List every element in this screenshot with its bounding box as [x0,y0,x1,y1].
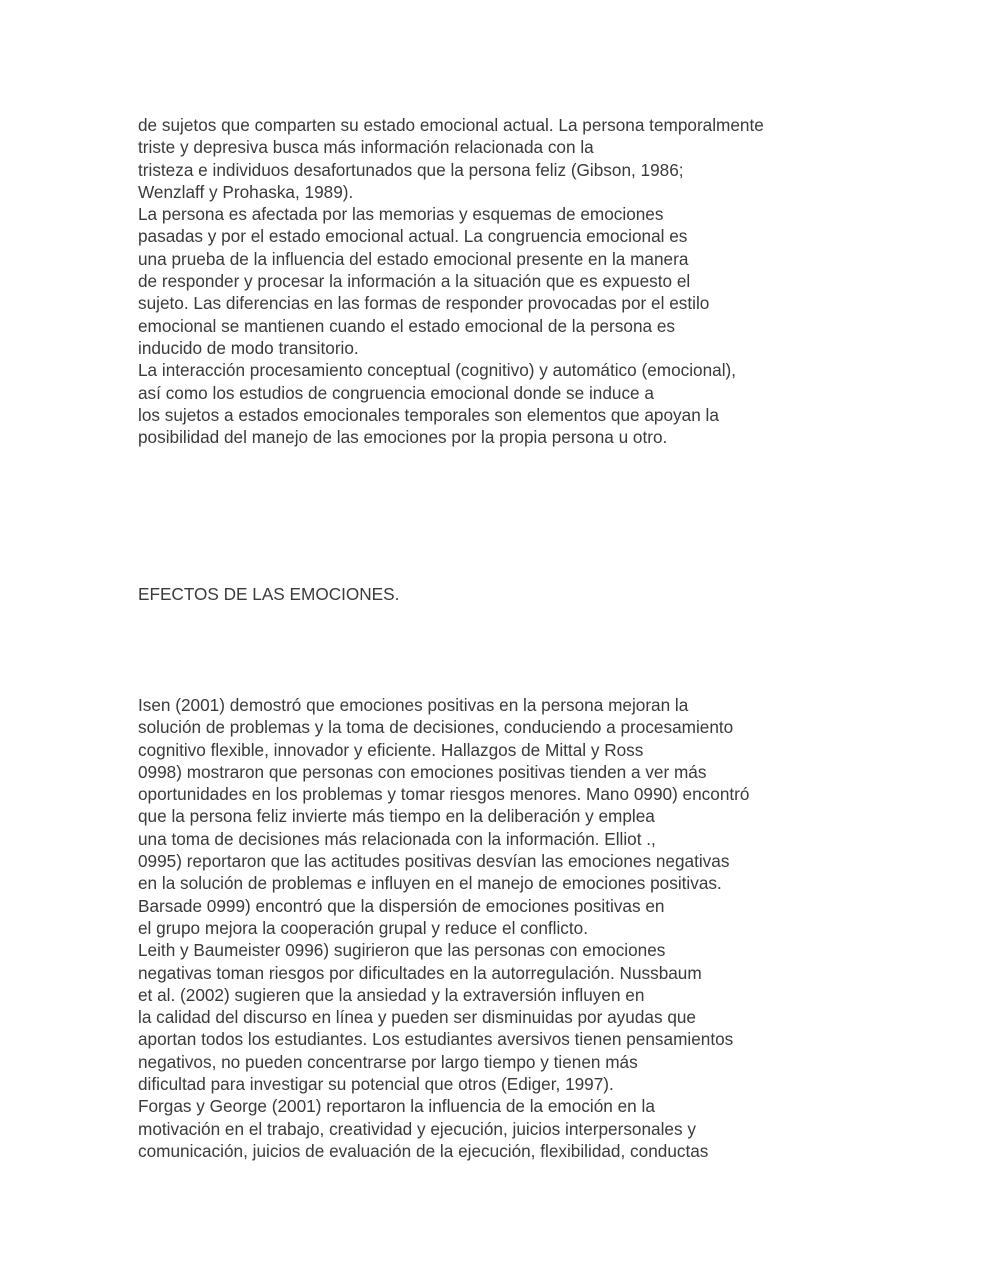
text-line: oportunidades en los problemas y tomar riesgos menores. Mano 0990) encontró [138,784,750,805]
text-line: el grupo mejora la cooperación grupal y reduce el conflicto. [138,917,588,938]
text-line: Barsade 0999) encontró que la dispersión de emociones positivas en [138,895,665,916]
text-line: los sujetos a estados emocionales temporales son elementos que apoyan la [138,404,719,425]
text-line: negativos, no pueden concentrarse por largo tiempo y tienen más [138,1051,638,1072]
paragraph-bottom [138,694,938,1162]
text-line: inducido de modo transitorio. [138,337,359,358]
paragraph-top [138,114,938,448]
text-line: que la persona feliz invierte más tiempo en la deliberación y emplea [138,806,655,827]
text-line: emocional se mantienen cuando el estado emocional de la persona es [138,315,675,336]
text-line: pasadas y por el estado emocional actual. La congruencia emocional es [138,226,688,247]
text-line: Wenzlaff y Prohaska, 1989). [138,181,354,202]
text-line: una toma de decisiones más relacionada con la información. Elliot ., [138,828,656,849]
text-line: 0998) mostraron que personas con emociones positivas tienden a ver más [138,761,707,782]
text-line: Isen (2001) demostró que emociones positivas en la persona mejoran la [138,695,689,715]
section-heading-text: EFECTOS DE LAS EMOCIONES. [138,584,400,604]
text-line: motivación en el trabajo, creatividad y ejecución, juicios interpersonales y [138,1118,696,1139]
text-line: sujeto. Las diferencias en las formas de responder provocadas por el estilo [138,293,710,314]
text-line: así como los estudios de congruencia emocional donde se induce a [138,382,654,403]
text-line: dificultad para investigar su potencial que otros (Ediger, 1997). [138,1074,614,1095]
text-line: solución de problemas y la toma de decisiones, conduciendo a procesamiento [138,717,734,738]
text-line: de responder y procesar la información a la situación que es expuesto el [138,271,691,292]
text-line: la calidad del discurso en línea y pueden ser disminuidas por ayudas que [138,1007,696,1028]
text-line: comunicación, juicios de evaluación de la ejecución, flexibilidad, conductas [138,1140,709,1161]
text-line: Forgas y George (2001) reportaron la influencia de la emoción en la [138,1096,655,1117]
text-line: negativas toman riesgos por dificultades en la autorregulación. Nussbaum [138,962,702,983]
text-line: et al. (2002) sugieren que la ansiedad y la extraversión influyen en [138,984,645,1005]
text-line: triste y depresiva busca más información relacionada con la [138,137,594,158]
text-line: Leith y Baumeister 0996) sugirieron que las personas con emociones [138,940,666,961]
text-line: aportan todos los estudiantes. Los estudiantes aversivos tienen pensamientos [138,1029,734,1050]
text-line: posibilidad del manejo de las emociones por la propia persona u otro. [138,427,668,448]
text-line: en la solución de problemas e influyen en el manejo de emociones positivas. [138,873,722,894]
text-line: La persona es afectada por las memorias y esquemas de emociones [138,204,664,225]
text-line: una prueba de la influencia del estado emocional presente en la manera [138,248,689,269]
text-line: tristeza e individuos desafortunados que la persona feliz (Gibson, 1986; [138,159,684,180]
text-line: La interacción procesamiento conceptual (cognitivo) y automático (emocional), [138,360,737,381]
text-line: 0995) reportaron que las actitudes positivas desvían las emociones negativas [138,851,730,872]
text-line: cognitivo flexible, innovador y eficiente. Hallazgos de Mittal y Ross [138,739,644,760]
text-line: de sujetos que comparten su estado emocional actual. La persona temporalmente [138,115,764,135]
section-heading [138,583,938,605]
